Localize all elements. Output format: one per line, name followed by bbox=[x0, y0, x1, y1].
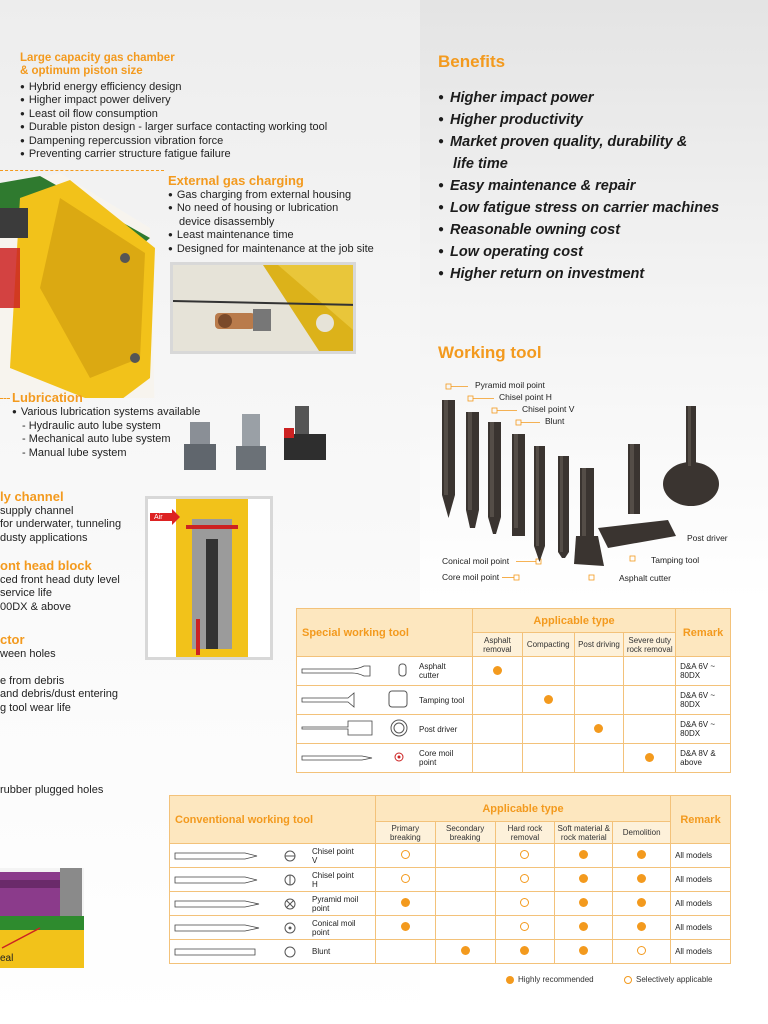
tool-cell bbox=[170, 868, 376, 892]
text-line: for underwater, tunneling bbox=[0, 518, 122, 531]
gas-charging-photo bbox=[170, 262, 356, 354]
mark-cell bbox=[522, 715, 574, 744]
remark-cell: D&A 8V & above bbox=[676, 744, 731, 773]
cutaway-photo bbox=[145, 496, 273, 660]
list-item: ● Various lubrication systems available bbox=[12, 406, 200, 419]
tool-name: Pyramid moil point bbox=[312, 894, 359, 913]
mark-cell bbox=[435, 868, 495, 892]
conv-tool-header: Conventional working tool bbox=[170, 796, 376, 844]
pointer-line bbox=[0, 170, 164, 171]
mark-cell bbox=[495, 916, 555, 940]
protector-text bbox=[0, 648, 118, 715]
mark-cell bbox=[574, 686, 624, 715]
full-dot-icon bbox=[579, 946, 588, 955]
list-item: ● Higher productivity bbox=[438, 110, 719, 132]
mark-cell bbox=[555, 892, 613, 916]
lubrication-sub-list bbox=[22, 420, 171, 460]
full-dot-icon bbox=[637, 850, 646, 859]
full-dot-icon bbox=[579, 898, 588, 907]
mark-cell bbox=[613, 940, 671, 964]
table-row bbox=[170, 940, 731, 964]
label-blunt: Blunt bbox=[545, 416, 565, 426]
conventional-tool-table bbox=[169, 795, 731, 964]
legend-full bbox=[506, 975, 594, 984]
text-line: dusty applications bbox=[0, 531, 88, 544]
pointer-line bbox=[0, 398, 10, 399]
list-item: ● Market proven quality, durability & bbox=[438, 132, 719, 154]
benefits-title: Benefits bbox=[438, 52, 506, 71]
col-header: Primary breaking bbox=[375, 822, 435, 844]
label-post-driver: Post driver bbox=[687, 533, 728, 543]
mark-cell bbox=[472, 657, 522, 686]
table-row bbox=[297, 715, 731, 744]
mark-cell bbox=[574, 715, 624, 744]
tool-name: Tamping tool bbox=[419, 695, 465, 705]
open-dot-icon bbox=[520, 922, 529, 931]
mark-cell bbox=[613, 844, 671, 868]
list-item: ● No need of housing or lubrication bbox=[168, 202, 374, 215]
remark-cell: All models bbox=[671, 892, 731, 916]
mark-cell bbox=[375, 868, 435, 892]
open-dot-icon bbox=[624, 976, 632, 984]
tool-cell bbox=[297, 657, 473, 686]
open-dot-icon bbox=[520, 850, 529, 859]
full-dot-icon bbox=[637, 922, 646, 931]
lube-units-image bbox=[180, 400, 350, 480]
full-dot-icon bbox=[401, 898, 410, 907]
mark-cell bbox=[624, 744, 676, 773]
open-dot-icon bbox=[520, 898, 529, 907]
mark-cell bbox=[435, 916, 495, 940]
list-item-cont-text: device disassembly bbox=[179, 215, 275, 228]
list-item: ● Least maintenance time bbox=[168, 229, 374, 242]
text-line: e from debris bbox=[0, 674, 65, 687]
tool-name: Asphalt cutter bbox=[419, 662, 446, 680]
table-row bbox=[170, 868, 731, 892]
full-dot-icon bbox=[594, 724, 603, 733]
supply-channel-text bbox=[0, 505, 121, 545]
mark-cell bbox=[574, 657, 624, 686]
list-item: - Manual lube system bbox=[22, 447, 171, 460]
mark-cell bbox=[624, 657, 676, 686]
full-dot-icon bbox=[579, 874, 588, 883]
label-chisel-h: Chisel point H bbox=[499, 392, 552, 402]
breaker-illustration bbox=[0, 168, 170, 398]
col-header: Post driving bbox=[574, 633, 624, 657]
mark-cell bbox=[522, 657, 574, 686]
full-dot-icon bbox=[493, 666, 502, 675]
legend-full-text: Highly recommended bbox=[518, 975, 594, 984]
mark-cell bbox=[375, 916, 435, 940]
full-dot-icon bbox=[637, 898, 646, 907]
col-header: Secondary breaking bbox=[435, 822, 495, 844]
full-dot-icon bbox=[637, 874, 646, 883]
list-item: - Mechanical auto lube system bbox=[22, 433, 171, 446]
mark-cell bbox=[472, 686, 522, 715]
mark-cell bbox=[574, 744, 624, 773]
tool-cell bbox=[170, 940, 376, 964]
open-dot-icon bbox=[401, 850, 410, 859]
tool-icon bbox=[299, 661, 419, 681]
mark-cell bbox=[495, 868, 555, 892]
open-dot-icon bbox=[637, 946, 646, 955]
full-dot-icon bbox=[461, 946, 470, 955]
tool-icon bbox=[299, 748, 419, 768]
col-header: Severe duty rock removal bbox=[624, 633, 676, 657]
tool-icon bbox=[172, 918, 312, 938]
list-item: ● Higher return on investment bbox=[438, 264, 719, 286]
list-item: ● Least oil flow consumption bbox=[20, 108, 327, 121]
mark-cell bbox=[495, 892, 555, 916]
mark-cell bbox=[555, 844, 613, 868]
tool-name: Blunt bbox=[312, 947, 331, 956]
list-item: ● Higher impact power bbox=[438, 88, 719, 110]
air-label: Air bbox=[154, 514, 163, 521]
list-item: ● Hybrid energy efficiency design bbox=[20, 81, 327, 94]
remark-cell: All models bbox=[671, 940, 731, 964]
remark-cell: All models bbox=[671, 868, 731, 892]
mark-cell bbox=[495, 844, 555, 868]
mark-cell bbox=[624, 715, 676, 744]
mark-cell bbox=[435, 940, 495, 964]
open-dot-icon bbox=[520, 874, 529, 883]
lubrication-title: Lubrication bbox=[12, 390, 83, 405]
tool-name: Post driver bbox=[419, 724, 458, 734]
mark-cell bbox=[522, 744, 574, 773]
tool-cell bbox=[297, 686, 473, 715]
text-line: and debris/dust entering bbox=[0, 688, 119, 701]
col-header: Demolition bbox=[613, 822, 671, 844]
mark-cell bbox=[555, 916, 613, 940]
gas-chamber-title bbox=[20, 52, 175, 78]
mark-cell bbox=[435, 892, 495, 916]
col-header: Soft material & rock material bbox=[555, 822, 613, 844]
remark-cell: All models bbox=[671, 844, 731, 868]
text-line: g tool wear life bbox=[0, 701, 71, 714]
tool-cell bbox=[170, 916, 376, 940]
mark-cell bbox=[624, 686, 676, 715]
col-header: Asphalt removal bbox=[472, 633, 522, 657]
full-dot-icon bbox=[579, 922, 588, 931]
text-line: service life bbox=[0, 587, 52, 600]
list-item: ● Low fatigue stress on carrier machines bbox=[438, 198, 719, 220]
list-item: ● Preventing carrier structure fatigue failure bbox=[20, 148, 327, 161]
mark-cell bbox=[472, 744, 522, 773]
list-item: ● Dampening repercussion vibration force bbox=[20, 135, 327, 148]
gas-chamber-title-1: Large capacity gas chamber bbox=[20, 52, 175, 64]
gas-chamber-list bbox=[20, 81, 327, 161]
list-item: ● Low operating cost bbox=[438, 242, 719, 264]
mark-cell bbox=[435, 844, 495, 868]
list-item: - Hydraulic auto lube system bbox=[22, 420, 171, 433]
col-header: Compacting bbox=[522, 633, 574, 657]
front-head-title: ont head block bbox=[0, 558, 92, 573]
supply-channel-title: ly channel bbox=[0, 489, 64, 504]
table-row bbox=[297, 686, 731, 715]
mark-cell bbox=[375, 844, 435, 868]
tool-name: Chisel point V bbox=[312, 846, 354, 865]
list-item: ● Easy maintenance & repair bbox=[438, 176, 719, 198]
tool-cell bbox=[170, 892, 376, 916]
mark-cell bbox=[522, 686, 574, 715]
full-dot-icon bbox=[520, 946, 529, 955]
conv-remark-header: Remark bbox=[671, 796, 731, 844]
tool-name: Core moil point bbox=[419, 749, 454, 767]
tool-icon bbox=[172, 846, 312, 866]
text-line: ween holes bbox=[0, 648, 56, 660]
text-line: supply channel bbox=[0, 505, 74, 517]
legend-open bbox=[624, 975, 713, 984]
special-remark-header: Remark bbox=[676, 609, 731, 657]
open-dot-icon bbox=[401, 874, 410, 883]
mark-cell bbox=[613, 868, 671, 892]
list-item: ● Gas charging from external housing bbox=[168, 189, 374, 202]
tool-name: Chisel point H bbox=[312, 870, 354, 889]
table-row bbox=[170, 844, 731, 868]
label-core: Core moil point bbox=[442, 572, 500, 582]
list-item: ● Durable piston design - larger surface contacting working tool bbox=[20, 121, 327, 134]
tool-name: Conical moil point bbox=[312, 918, 356, 937]
list-item: ● Higher impact power delivery bbox=[20, 94, 327, 107]
tool-icon bbox=[299, 690, 419, 710]
working-tool-title: Working tool bbox=[438, 343, 542, 362]
remark-cell: D&A 6V ~ 80DX bbox=[676, 657, 731, 686]
full-dot-icon bbox=[579, 850, 588, 859]
external-gas-list bbox=[168, 189, 374, 256]
text-line: ced front head duty level bbox=[0, 574, 120, 586]
front-head-text bbox=[0, 574, 120, 614]
tool-icon bbox=[172, 894, 312, 914]
list-item-cont bbox=[168, 216, 374, 229]
mark-cell bbox=[472, 715, 522, 744]
remark-cell: D&A 6V ~ 80DX bbox=[676, 715, 731, 744]
legend-open-text: Selectively applicable bbox=[636, 975, 713, 984]
protector-title: ctor bbox=[0, 632, 25, 647]
remark-cell: D&A 6V ~ 80DX bbox=[676, 686, 731, 715]
remark-cell: All models bbox=[671, 916, 731, 940]
label-tamping: Tamping tool bbox=[651, 555, 700, 565]
text-line: 00DX & above bbox=[0, 600, 71, 613]
mark-cell bbox=[613, 916, 671, 940]
mark-cell bbox=[495, 940, 555, 964]
mark-cell bbox=[375, 940, 435, 964]
mark-cell bbox=[375, 892, 435, 916]
conv-applicable-header: Applicable type bbox=[375, 796, 670, 822]
special-tool-header: Special working tool bbox=[297, 609, 473, 657]
seal-label: eal bbox=[0, 953, 14, 964]
tool-cell bbox=[297, 715, 473, 744]
table-row bbox=[170, 892, 731, 916]
mark-cell bbox=[613, 892, 671, 916]
label-chisel-v: Chisel point V bbox=[522, 404, 575, 414]
gas-chamber-title-2: & optimum piston size bbox=[20, 65, 143, 77]
rubber-plugged-text: rubber plugged holes bbox=[0, 784, 104, 796]
full-dot-icon bbox=[401, 922, 410, 931]
full-dot-icon bbox=[544, 695, 553, 704]
list-item: ● Designed for maintenance at the job site bbox=[168, 243, 374, 256]
label-pyramid: Pyramid moil point bbox=[475, 380, 545, 390]
tool-cell bbox=[170, 844, 376, 868]
col-header: Hard rock removal bbox=[495, 822, 555, 844]
tool-icon bbox=[299, 719, 419, 739]
label-conical: Conical moil point bbox=[442, 556, 510, 566]
mark-cell bbox=[555, 868, 613, 892]
table-row bbox=[170, 916, 731, 940]
list-item-cont: life time bbox=[453, 156, 508, 172]
tool-cell bbox=[297, 744, 473, 773]
tool-icon bbox=[172, 870, 312, 890]
full-dot-icon bbox=[506, 976, 514, 984]
table-row bbox=[297, 744, 731, 773]
special-tool-table bbox=[296, 608, 731, 773]
mark-cell bbox=[555, 940, 613, 964]
table-row bbox=[297, 657, 731, 686]
special-applicable-header: Applicable type bbox=[472, 609, 675, 633]
list-item: ● Reasonable owning cost bbox=[438, 220, 719, 242]
lubrication-list bbox=[12, 406, 200, 419]
full-dot-icon bbox=[645, 753, 654, 762]
benefits-list bbox=[438, 88, 719, 286]
label-asphalt: Asphalt cutter bbox=[619, 573, 671, 583]
tool-icon bbox=[172, 942, 312, 962]
external-gas-title: External gas charging bbox=[168, 173, 304, 188]
